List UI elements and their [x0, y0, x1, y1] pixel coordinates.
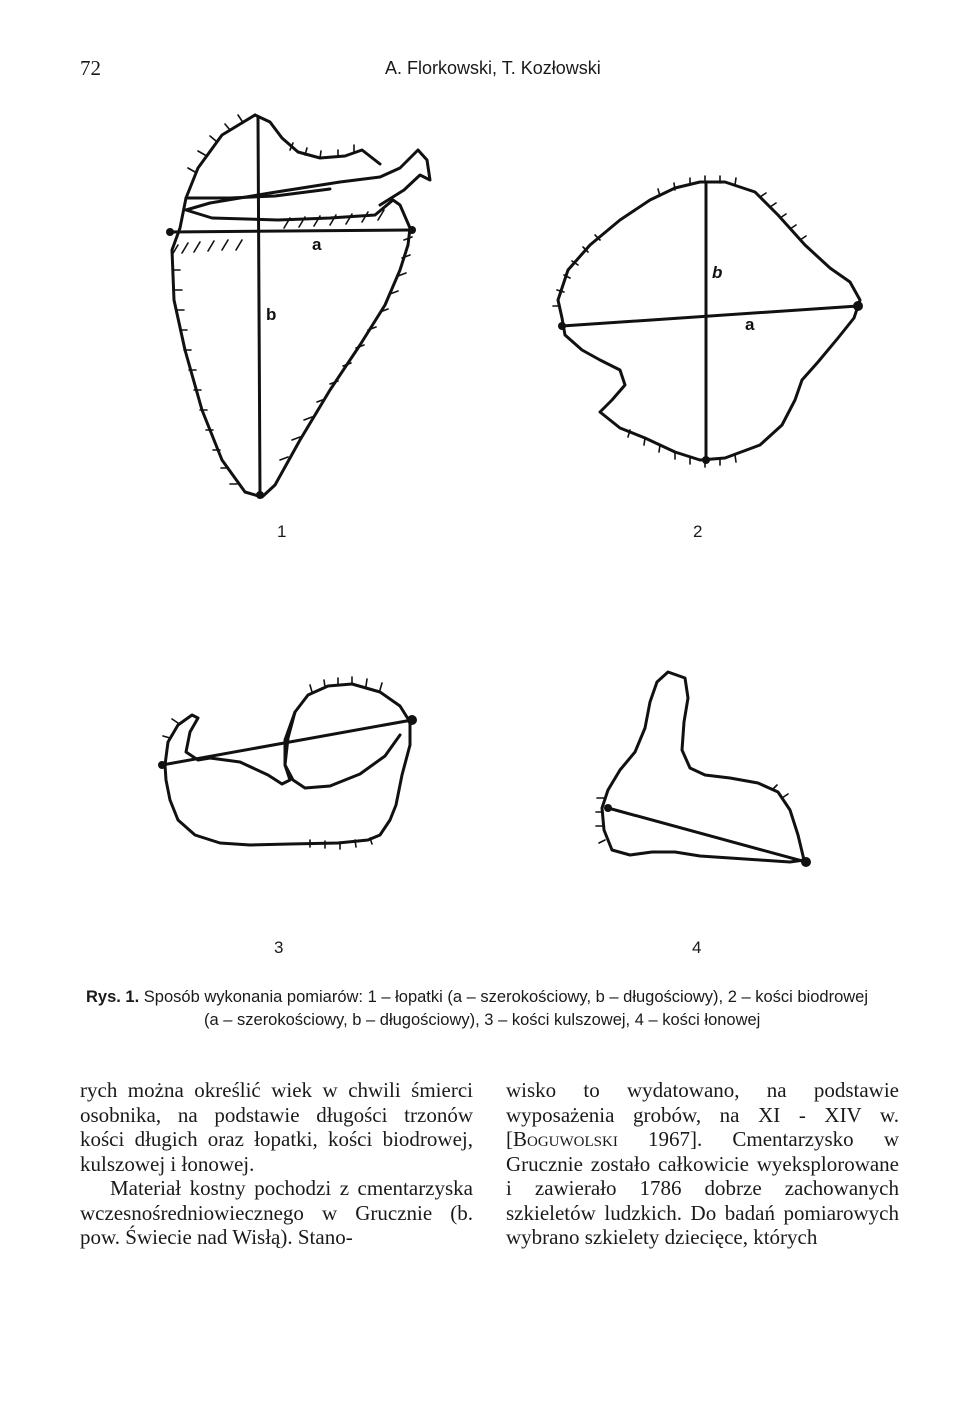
fig2-label-a: a	[745, 315, 755, 334]
fig2-hatching	[553, 176, 806, 467]
fig2-label-b: b	[712, 263, 723, 282]
fig1-line-a	[170, 230, 412, 232]
fig1-scapula-outline	[172, 115, 430, 497]
left-paragraph-2: Materiał kostny pochodzi z cmentarzyska wczesnośredniowiecznego w Grucznie (b. pow. Świecie nad Wisłą). Stano-	[80, 1176, 473, 1249]
caption-lead: Rys. 1.	[86, 988, 140, 1006]
right-text-b: 1967]. Cmentarzysko w Grucznie zostało całkowicie wyeksplorowane i zawierało 1786 dobrze zachowanych szkieletów ludzkich. Do badań pomiarowych wybrano szkielety dziecięce, których	[506, 1127, 899, 1249]
running-head: A. Florkowski, T. Kozłowski	[385, 58, 601, 78]
caption-line-2: (a – szerokościowy, b – długościowy), 3 – kości kulszowej, 4 – kości łonowej	[204, 1011, 761, 1029]
fig3-hatching	[163, 677, 382, 849]
figure-caption	[86, 986, 906, 1032]
fig2-ilium-outline	[558, 182, 860, 460]
right-text-a: wisko to wydatowano, na podstawie wyposażenia grobów, na XI - XIV w. [	[506, 1078, 899, 1151]
fig1-line-b	[258, 118, 260, 495]
caption-line-1: Sposób wykonania pomiarów: 1 – łopatki (a – szerokościowy, b – długościowy), 2 – kości biodrowej	[143, 988, 869, 1006]
fig1-label-b: b	[266, 305, 277, 324]
fig4-pubis-drawing	[602, 672, 806, 862]
figure-label-1: 1	[277, 522, 287, 541]
fig1-label-a: a	[312, 235, 322, 254]
figure-label-4: 4	[692, 938, 702, 957]
fig3-ischium-drawing	[162, 684, 412, 845]
fig2-line-a	[562, 306, 858, 326]
figure-label-3: 3	[274, 938, 284, 957]
left-paragraph-1: rych można określić wiek w chwili śmierci osobnika, na podstawie długości trzonów kości długich oraz łopatki, kości biodrowej, kulszowej i łonowej.	[80, 1078, 473, 1176]
body-column-left	[80, 1078, 473, 1250]
fig1-scapula-drawing	[170, 115, 430, 497]
body-column-right	[506, 1078, 899, 1250]
page-number: 72	[80, 56, 101, 80]
figure-label-2: 2	[693, 522, 703, 541]
fig2-ilium-drawing	[558, 182, 860, 460]
citation-author: Boguwolski	[513, 1127, 618, 1151]
right-paragraph-1	[506, 1078, 899, 1250]
